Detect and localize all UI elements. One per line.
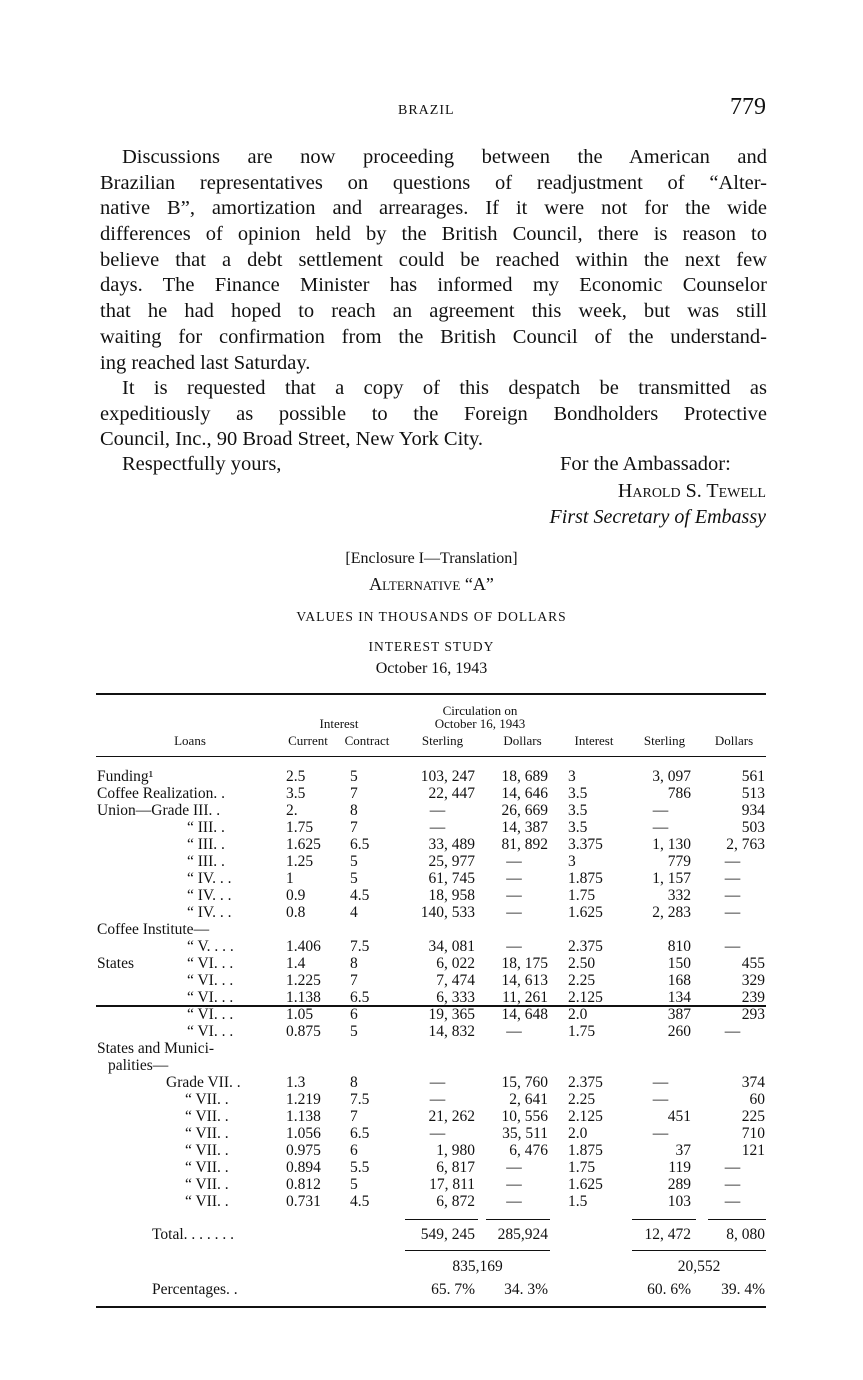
- table-cell-do2: 60: [749, 1090, 765, 1108]
- table-cell-st2: —: [652, 1124, 669, 1142]
- table-cell-cur: 1.138: [286, 988, 321, 1006]
- text-line: that he had hoped to reach an agreement this week, but was still: [100, 300, 767, 323]
- table-cell-int: 3.5: [568, 801, 588, 819]
- table-cell-int: 3: [568, 852, 576, 870]
- study-title: INTEREST STUDY: [368, 639, 495, 654]
- table-cell-do: —: [506, 869, 522, 887]
- table-cell-st2: 119: [668, 1158, 691, 1176]
- row-label: “ VI. . .: [187, 1022, 234, 1040]
- total-label: Total. . . . . . .: [152, 1226, 235, 1243]
- table-cell-do: 10, 556: [501, 1107, 548, 1125]
- row-label: “ VI. . .: [187, 1005, 234, 1023]
- table-cell-con: 6.5: [350, 1124, 370, 1142]
- table-cell-int: 1.875: [568, 1141, 603, 1159]
- table-cell-st: 21, 262: [428, 1107, 475, 1125]
- table-cell-cur: 0.731: [286, 1192, 321, 1210]
- row-label: “ VI. . .: [187, 988, 234, 1006]
- table-cell-st: 6, 333: [436, 988, 475, 1006]
- table-cell-st: —: [429, 1073, 446, 1091]
- table-cell-con: 5.5: [350, 1158, 370, 1176]
- table-cell-st: 6, 022: [436, 954, 475, 972]
- table-cell-st2: 1, 130: [652, 835, 691, 853]
- table-cell-cur: 0.975: [286, 1141, 321, 1159]
- table-cell-int: 2.375: [568, 937, 603, 955]
- table-cell-int: 3.5: [568, 818, 588, 836]
- table-cell-do2: —: [724, 1022, 741, 1040]
- table-cell-do2: 503: [741, 818, 765, 836]
- text-line: Council, Inc., 90 Broad Street, New York City.: [100, 428, 484, 451]
- row-label: Coffee Institute—: [97, 920, 210, 938]
- table-cell-int: 3: [568, 768, 576, 785]
- table-cell-st: 61, 745: [428, 869, 475, 887]
- row-label: “ III. .: [187, 835, 225, 853]
- row-label: “ IV. . .: [187, 886, 232, 904]
- percent-sterling: 65. 7%: [431, 1281, 475, 1298]
- total-underline: [632, 1219, 696, 1220]
- table-cell-st: 25, 977: [428, 852, 475, 870]
- table-cell-do2: 710: [741, 1124, 765, 1142]
- row-label: Coffee Realization. .: [97, 784, 225, 802]
- text-line: It is requested that a copy of this despatch be transmitted as: [122, 377, 767, 399]
- combined-underline: [632, 1250, 766, 1251]
- col-header-interest: Interest: [574, 733, 614, 748]
- table-cell-cur: 0.8: [286, 903, 306, 921]
- row-label: “ III. .: [187, 852, 225, 870]
- combined-interest: 20,552: [677, 1258, 721, 1275]
- table-cell-con: 7: [350, 971, 358, 989]
- page-number: 779: [730, 94, 766, 120]
- table-cell-int: 2.25: [568, 971, 596, 989]
- row-label: States and Munici-: [97, 1039, 215, 1057]
- paragraph-1: [100, 145, 767, 376]
- table-cell-do: 6, 476: [509, 1141, 548, 1159]
- table-cell-do: —: [506, 1175, 522, 1193]
- table-cell-do: 14, 387: [501, 818, 548, 836]
- table-cell-con: 6.5: [350, 988, 370, 1006]
- table-cell-do2: —: [724, 1175, 741, 1193]
- table-cell-do: 35, 511: [502, 1124, 548, 1142]
- table-cell-do: 14, 646: [501, 784, 548, 802]
- table-cell-st2: 810: [667, 937, 691, 955]
- col-header-dollars: Dollars: [503, 733, 542, 748]
- text-line: differences of opinion held by the British Council, there is reason to: [100, 223, 767, 246]
- table-cell-int: 2.375: [568, 1073, 603, 1091]
- table-cell-do2: 293: [741, 1005, 765, 1023]
- table-cell-cur: 0.9: [286, 886, 306, 904]
- table-cell-int: 1.75: [568, 886, 596, 904]
- table-cell-cur: 1.625: [286, 835, 321, 853]
- text-line: Discussions are now proceeding between the American and: [122, 146, 767, 168]
- table-cell-cur: 1: [286, 869, 294, 887]
- table-cell-st2: 387: [667, 1005, 691, 1023]
- for-ambassador: For the Ambassador:: [560, 453, 731, 475]
- table-cell-int: 2.50: [568, 954, 596, 972]
- table-cell-st: 18, 958: [428, 886, 475, 904]
- table-cell-con: 5: [350, 1022, 358, 1040]
- table-cell-int: 1.75: [568, 1022, 596, 1040]
- total-dollars: 285,924: [497, 1226, 548, 1243]
- signer-name: Harold S. Tewell: [617, 480, 766, 502]
- table-cell-do: 81, 892: [501, 835, 548, 853]
- table-cell-st: 34, 081: [428, 937, 475, 955]
- row-label: “ VII. .: [185, 1107, 229, 1125]
- table-cell-cur: 1.4: [286, 954, 306, 972]
- table-cell-cur: 0.875: [286, 1022, 321, 1040]
- table-cell-do2: 934: [741, 801, 765, 819]
- table-cell-cur: 1.75: [286, 818, 314, 836]
- table-cell-do: 14, 648: [501, 1005, 548, 1023]
- row-label: “ IV. . .: [187, 869, 232, 887]
- total-underline: [708, 1219, 766, 1220]
- table-cell-st2: 37: [675, 1141, 691, 1159]
- col-header-current: Current: [288, 733, 328, 748]
- table-cell-do2: —: [724, 869, 741, 887]
- text-line: days. The Finance Minister has informed my Economic Counselor: [100, 274, 767, 297]
- table-cell-st2: 3, 097: [652, 768, 691, 785]
- table-cell-int: 2.0: [568, 1005, 588, 1023]
- row-label: “ VII. .: [185, 1090, 229, 1108]
- table-cell-do2: 121: [741, 1141, 765, 1159]
- running-head: BRAZIL: [398, 103, 455, 118]
- row-label: Grade VII. .: [166, 1073, 241, 1091]
- total-dollars-2: 8, 080: [726, 1226, 765, 1243]
- table-cell-st: —: [429, 801, 446, 819]
- table-cell-do2: —: [724, 1158, 741, 1176]
- table-cell-cur: 3.5: [286, 784, 306, 802]
- table-cell-do: 11, 261: [502, 988, 548, 1006]
- table-cell-st: —: [429, 1124, 446, 1142]
- table-cell-con: 5: [350, 869, 358, 887]
- table-cell-do2: 374: [741, 1073, 765, 1091]
- row-label: “ VII. .: [185, 1192, 229, 1210]
- table-cell-int: 3.375: [568, 835, 603, 853]
- table-cell-con: 6: [350, 1005, 358, 1023]
- table-cell-do2: —: [724, 1192, 741, 1210]
- table-cell-st: —: [429, 1090, 446, 1108]
- table-cell-do: —: [506, 852, 522, 870]
- table-cell-do: —: [506, 903, 522, 921]
- table-cell-st2: 1, 157: [652, 869, 691, 887]
- percentages-label: Percentages. .: [152, 1281, 238, 1298]
- table-cell-do: —: [506, 886, 522, 904]
- table-cell-con: 6.5: [350, 835, 370, 853]
- table-cell-st: 7, 474: [436, 971, 475, 989]
- table-cell-st2: 779: [667, 852, 691, 870]
- table-cell-st2: 2, 283: [652, 903, 691, 921]
- table-cell-int: 2.0: [568, 1124, 588, 1142]
- table-cell-con: 4.5: [350, 1192, 370, 1210]
- table-cell-st2: —: [652, 801, 669, 819]
- table-cell-st: 17, 811: [429, 1175, 475, 1193]
- table-cell-do: 18, 689: [501, 768, 548, 785]
- table-cell-st2: 134: [667, 988, 691, 1006]
- table-cell-do2: 329: [741, 971, 765, 989]
- text-line: ing reached last Saturday.: [100, 351, 311, 374]
- table-cell-con: 5: [350, 1175, 358, 1193]
- table-cell-do2: 561: [741, 768, 765, 785]
- table-cell-int: 1.75: [568, 1158, 596, 1176]
- table-cell-do: 18, 175: [501, 954, 548, 972]
- table-cell-int: 2.25: [568, 1090, 596, 1108]
- table-cell-do: 2, 641: [509, 1090, 548, 1108]
- col-header-sterling: Sterling: [421, 733, 464, 748]
- table-cell-cur: 0.812: [286, 1175, 321, 1193]
- table-end-rule: [96, 1306, 766, 1308]
- table-cell-int: 1.625: [568, 1175, 603, 1193]
- table-cell-con: 4.5: [350, 886, 370, 904]
- table-cell-do: —: [506, 1022, 522, 1040]
- table-cell-con: 5: [350, 852, 358, 870]
- table-cell-cur: 1.3: [286, 1073, 306, 1091]
- table-cell-con: 5: [350, 768, 358, 785]
- table-cell-cur: 2.: [286, 801, 298, 819]
- study-date: October 16, 1943: [375, 660, 488, 677]
- table-cell-con: 7.5: [350, 937, 370, 955]
- table-cell-cur: 1.056: [286, 1124, 321, 1142]
- table-cell-st2: —: [652, 1073, 669, 1091]
- col-header-sterling-2: Sterling: [643, 733, 686, 748]
- col-header-circulation: Circulation on: [442, 703, 518, 718]
- table-cell-st2: 260: [667, 1022, 691, 1040]
- row-label: Funding¹: [97, 768, 154, 785]
- table-cell-st2: —: [652, 818, 669, 836]
- row-label: “ III. .: [187, 818, 225, 836]
- row-label: “ V. . . .: [187, 937, 234, 955]
- table-cell-do2: —: [724, 937, 741, 955]
- table-cell-cur: 2.5: [286, 768, 306, 785]
- col-header-circulation-date: October 16, 1943: [434, 716, 526, 731]
- combined-underline: [405, 1250, 550, 1251]
- row-label: “ VI. . .: [187, 971, 234, 989]
- table-cell-st2: 786: [667, 784, 691, 802]
- row-label: “ VI. . .: [187, 954, 234, 972]
- percent-dollars-2: 39. 4%: [721, 1281, 765, 1298]
- table-cell-con: 4: [350, 903, 358, 921]
- col-header-contract: Contract: [344, 733, 390, 748]
- text-line: waiting for confirmation from the British Council of the understand-: [100, 325, 767, 348]
- total-underline: [486, 1219, 550, 1220]
- table-cell-do2: 513: [741, 784, 765, 802]
- table-cell-do: —: [506, 937, 522, 955]
- table-cell-do2: 2, 763: [726, 835, 765, 853]
- table-cell-cur: 1.25: [286, 852, 314, 870]
- table-cell-do: 14, 613: [501, 971, 548, 989]
- table-cell-st: —: [429, 818, 446, 836]
- table-cell-st: 103, 247: [420, 768, 475, 785]
- table-cell-do2: —: [724, 852, 741, 870]
- table-header-rule: [96, 756, 766, 757]
- table-cell-int: 2.125: [568, 988, 603, 1006]
- table-cell-con: 7: [350, 1107, 358, 1125]
- paragraph-2: [100, 376, 767, 453]
- combined-circulation: 835,169: [452, 1258, 503, 1275]
- percent-dollars: 34. 3%: [504, 1281, 548, 1298]
- signer-title: First Secretary of Embassy: [549, 506, 766, 528]
- table-cell-st: 1, 980: [436, 1141, 475, 1159]
- table-cell-con: 7.5: [350, 1090, 370, 1108]
- table-cell-int: 3.5: [568, 784, 588, 802]
- row-label: palities—: [108, 1056, 169, 1074]
- table-cell-st2: 168: [667, 971, 691, 989]
- table-cell-st2: 451: [667, 1107, 691, 1125]
- closing: Respectfully yours,: [122, 453, 282, 475]
- percent-sterling-2: 60. 6%: [647, 1281, 691, 1298]
- table-cell-cur: 1.225: [286, 971, 321, 989]
- table-cell-cur: 1.05: [286, 1005, 314, 1023]
- table-cell-st2: 289: [667, 1175, 691, 1193]
- text-line: native B”, amortization and arrearages. If it were not for the wide: [100, 197, 767, 220]
- table-cell-st2: 332: [667, 886, 691, 904]
- table-cell-st: 14, 832: [428, 1022, 475, 1040]
- table-cell-con: 7: [350, 784, 358, 802]
- table-cell-st2: 150: [667, 954, 691, 972]
- table-cell-con: 8: [350, 1073, 358, 1091]
- total-underline: [405, 1219, 478, 1220]
- table-cell-do2: —: [724, 886, 741, 904]
- table-cell-do2: 239: [741, 988, 765, 1006]
- table-cell-st: 22, 447: [428, 784, 475, 802]
- table-cell-st: 6, 872: [436, 1192, 475, 1210]
- table-cell-cur: 0.894: [286, 1158, 321, 1176]
- table-cell-con: 8: [350, 801, 358, 819]
- col-header-loans: Loans: [174, 733, 206, 748]
- table-cell-st2: —: [652, 1090, 669, 1108]
- row-label: “ VII. .: [185, 1124, 229, 1142]
- table-cell-int: 2.125: [568, 1107, 603, 1125]
- table-cell-con: 6: [350, 1141, 358, 1159]
- total-sterling-2: 12, 472: [644, 1226, 691, 1243]
- total-sterling: 549, 245: [420, 1226, 475, 1243]
- table-cell-con: 8: [350, 954, 358, 972]
- row-label: Union—Grade III. .: [97, 801, 221, 819]
- table-cell-int: 1.5: [568, 1192, 588, 1210]
- col-header-interest-group: Interest: [319, 716, 359, 731]
- row-label: “ IV. . .: [187, 903, 232, 921]
- row-prefix: States: [97, 954, 135, 972]
- table-cell-cur: 1.219: [286, 1090, 321, 1108]
- table-cell-st: 6, 817: [436, 1158, 475, 1176]
- table-cell-do: 26, 669: [501, 801, 548, 819]
- table-cell-int: 1.875: [568, 869, 603, 887]
- row-label: “ VII. .: [185, 1141, 229, 1159]
- table-cell-do2: —: [724, 903, 741, 921]
- table-cell-do: —: [506, 1192, 522, 1210]
- enclosure-label: [Enclosure I—Translation]: [345, 550, 518, 567]
- enclosure-subtitle: VALUES IN THOUSANDS OF DOLLARS: [296, 609, 567, 624]
- row-label: “ VII. .: [185, 1175, 229, 1193]
- enclosure-title: Alternative “A”: [369, 574, 494, 594]
- table-cell-do2: 225: [741, 1107, 765, 1125]
- table-cell-st: 19, 365: [428, 1005, 475, 1023]
- table-cell-st2: 103: [667, 1192, 691, 1210]
- table-cell-st: 140, 533: [420, 903, 475, 921]
- table-top-rule: [96, 693, 766, 695]
- table-cell-do: —: [506, 1158, 522, 1176]
- table-cell-do: 15, 760: [501, 1073, 548, 1091]
- table-cell-do2: 455: [741, 954, 765, 972]
- table-cell-cur: 1.406: [286, 937, 321, 955]
- row-label: “ VII. .: [185, 1158, 229, 1176]
- table-cell-con: 7: [350, 818, 358, 836]
- text-line: believe that a debt settlement could be reached within the next few: [100, 248, 767, 271]
- table-cell-cur: 1.138: [286, 1107, 321, 1125]
- table-cell-int: 1.625: [568, 903, 603, 921]
- table-cell-st: 33, 489: [428, 835, 475, 853]
- text-line: expeditiously as possible to the Foreign Bondholders Protective: [100, 402, 767, 425]
- text-line: Brazilian representatives on questions of readjustment of “Alter-: [100, 171, 767, 194]
- col-header-dollars-2: Dollars: [714, 733, 754, 748]
